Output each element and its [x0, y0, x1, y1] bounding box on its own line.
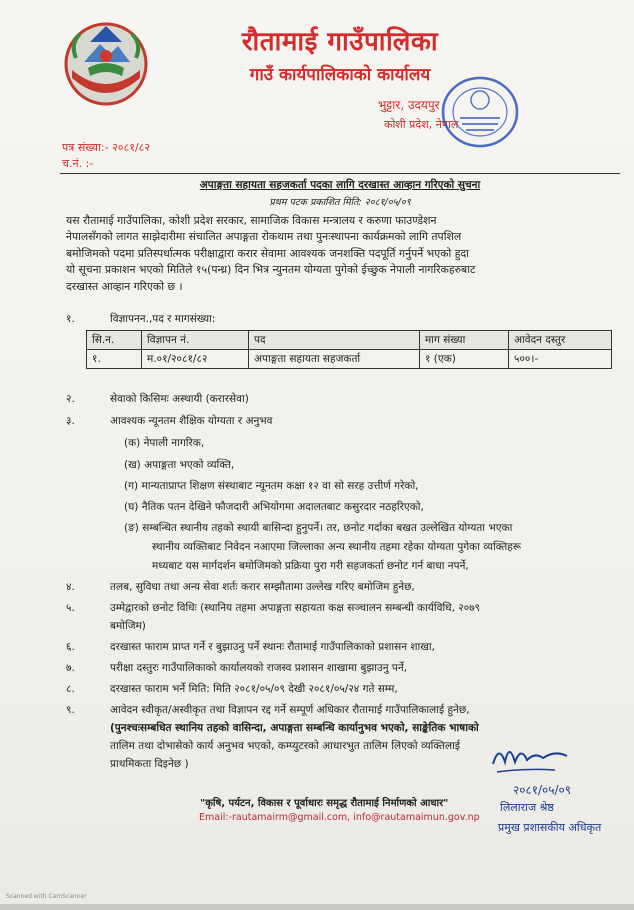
- item-text-continuation: प्राथमिकता दिइनेछ ): [110, 758, 189, 770]
- intro-line: दरखास्त आव्हान गरिएको छ ।: [66, 279, 183, 293]
- table-header: विज्ञापन नं.: [142, 331, 249, 350]
- office-name: गाउँ कार्यपालिकाको कार्यालय: [249, 65, 431, 85]
- publish-date: प्रथम पटक प्रकाशित मिति: २०८१/०५/०९: [269, 197, 411, 208]
- table-cell: १.: [87, 350, 142, 369]
- item-text: परीक्षा दस्तुरः गाउँपालिकाको कार्यालयको राजस्व प्रशासन शाखामा बुझाउनु पर्ने,: [110, 662, 408, 674]
- table-cell: ५००।-: [509, 350, 612, 369]
- reference-number: पत्र संख्या:- २०८१/८२: [62, 141, 151, 154]
- item-number: ९.: [66, 704, 75, 716]
- item-text: दरखास्त फाराम भर्ने मिति: मिति २०८१/०५/०९ देखी २०८१/०५/२४ गते सम्म,: [110, 683, 398, 695]
- item-number: ४.: [66, 581, 75, 593]
- qualification-item: (ग) मान्यताप्राप्त शिक्षण संस्थाबाट न्यूनतम कक्षा १२ वा सो सरह उत्तीर्ण गरेको,: [124, 480, 419, 492]
- table-cell: अपाङ्गता सहायता सहजकर्ता: [249, 350, 420, 369]
- item-text: उम्मेद्वारको छनोट विधिः (स्थानिय तहमा अपाङ्गता सहायता कक्ष सञ्चालन सम्बन्धी कार्यविधि, २०७९: [110, 602, 481, 614]
- item-text: सेवाको किसिमः अस्थायी (करारसेवा): [110, 393, 249, 405]
- table-cell: म.०१/२०८१/८२: [142, 350, 249, 369]
- item-number: १.: [66, 313, 75, 325]
- item-number: २.: [66, 393, 75, 405]
- org-name: रौतामाई गाउँपालिका: [241, 27, 439, 57]
- item-number: ३.: [66, 415, 75, 427]
- table-header: आवेदन दस्तुर: [509, 331, 612, 350]
- signature-date: २०८१/०५/०९: [513, 783, 572, 797]
- item-text: दरखास्त फाराम प्राप्त गर्ने र बुझाउनु पर्ने स्थानः रौतामाई गाउँपालिकाको प्रशासन शाखा,: [110, 641, 435, 653]
- item-text-continuation: (पुनश्चःसम्बधित स्थानिय तहको वासिन्दा, अपाङ्गता सम्बन्धि कार्यानुभव भएको, साङ्केतिक भाषाको: [110, 722, 479, 734]
- divider: [60, 173, 620, 174]
- signer-name: लिलाराज श्रेष्ठ: [500, 801, 554, 814]
- intro-line: यस रौतामाई गाउँपालिका, कोशी प्रदेश सरकार, सामाजिक विकास मन्त्रालय र करुणा फाउण्डेशन: [66, 214, 437, 227]
- intro-line: यो सूचना प्रकाशन भएको मितिले १५(पन्ध्र) दिन भित्र न्युनतम योग्यता पुगेको ईच्छुक नेपाली नागरिकहरुबाट: [66, 263, 476, 277]
- item-text: विज्ञापनन.,पद र मागसंख्या:: [110, 313, 216, 325]
- vacancy-table: [86, 330, 612, 369]
- item-text: तलब, सुविधा तथा अन्य सेवा शर्तः करार सम्झौतामा उल्लेख गरिए बमोजिम हुनेछ,: [110, 581, 415, 593]
- qualification-continuation: मध्यबाट यस मार्गदर्शन बमोजिमको प्रक्रिया पुरा गरी सहजकर्ता छनोट गर्न बाधा नपर्ने,: [152, 560, 469, 572]
- footer-tagline: "कृषि, पर्यटन, विकास र पूर्वाधारः समृद्ध रौतामाई निर्माणको आधार": [200, 798, 449, 809]
- item-text: आवेदन स्वीकृत/अस्वीकृत तथा विज्ञापन रद्द गर्ने सम्पूर्ण अधिकार रौतामाई गाउँपालिकालाई हुनेछ,: [110, 704, 470, 716]
- table-header-row: [87, 331, 612, 350]
- item-number: ७.: [66, 662, 75, 674]
- intro-line: बमोजिमको पदमा प्रतिस्पर्धात्मक परीक्षाद्वारा करार सेवामा आवश्यक जनशक्ति पदपूर्ति गर्नुपर्ने भएको हुदा: [66, 246, 469, 260]
- address-line-1: भुट्टार, उदयपुर: [378, 98, 440, 112]
- item-text: आवश्यक न्यूनतम शैक्षिक योग्यता र अनुभव: [110, 415, 273, 427]
- nepal-emblem-icon: [60, 18, 152, 110]
- address-line-2: कोशी प्रदेश, नेपाल: [384, 118, 459, 131]
- contact-email: Email:-rautamairm@gmail.com, info@rautamaimun.gov.np: [199, 812, 480, 823]
- notice-title: अपाङ्गता सहायता सहजकर्ता पदका लागि दरखास्त आव्हान गरिएको सुचना: [199, 179, 481, 191]
- dispatch-number: च.नं. :-: [62, 157, 94, 170]
- item-text-continuation: बमोजिम): [110, 620, 146, 632]
- qualification-item: (ङ) सम्बन्धित स्थानीय तहको स्थायी बासिन्दा हुनुपर्ने। तर, छनोट गर्दाका बखत उल्लेखित योग्यता भएका: [124, 522, 513, 534]
- item-number: ८.: [66, 683, 75, 695]
- intro-line: नेपालसँगको लागत साझेदारीमा संचालित अपाङ्गता रोकथाम तथा पुनःस्थापना कार्यक्रमको लागि तपशिल: [66, 230, 462, 244]
- item-number: ६.: [66, 641, 75, 653]
- qualification-item: (ख) अपाङ्गता भएको व्यक्ति,: [124, 459, 235, 471]
- signature: [485, 732, 605, 802]
- intro-paragraph: [66, 213, 614, 295]
- qualification-item: (घ) नैतिक पतन देखिने फौजदारी अभियोगमा अदालतबाट कसुरदार नठहरिएको,: [124, 501, 424, 513]
- table-cell: १ (एक): [420, 350, 509, 369]
- scanner-watermark: Scanned with CamScanner: [6, 893, 87, 900]
- table-header: सि.न.: [87, 331, 142, 350]
- table-row: [87, 350, 612, 369]
- qualification-continuation: स्थानीय व्यक्तिबाट निवेदन नआएमा जिल्लाका अन्य स्थानीय तहमा रहेका योग्यता पुगेका व्यक्तिहरू: [152, 541, 522, 553]
- item-number: ५.: [66, 602, 75, 614]
- signer-title: प्रमुख प्रशासकीय अधिकृत: [498, 821, 602, 834]
- table-header: पद: [249, 331, 420, 350]
- item-text-continuation: तालिम तथा दोभासेको कार्य अनुभव भएको, कम्प्युटरको आधारभुत तालिम लिएको व्यक्तिलाई: [110, 740, 461, 752]
- qualification-item: (क) नेपाली नागरिक,: [124, 437, 205, 449]
- table-header: माग संख्या: [420, 331, 509, 350]
- office-stamp: [440, 72, 520, 152]
